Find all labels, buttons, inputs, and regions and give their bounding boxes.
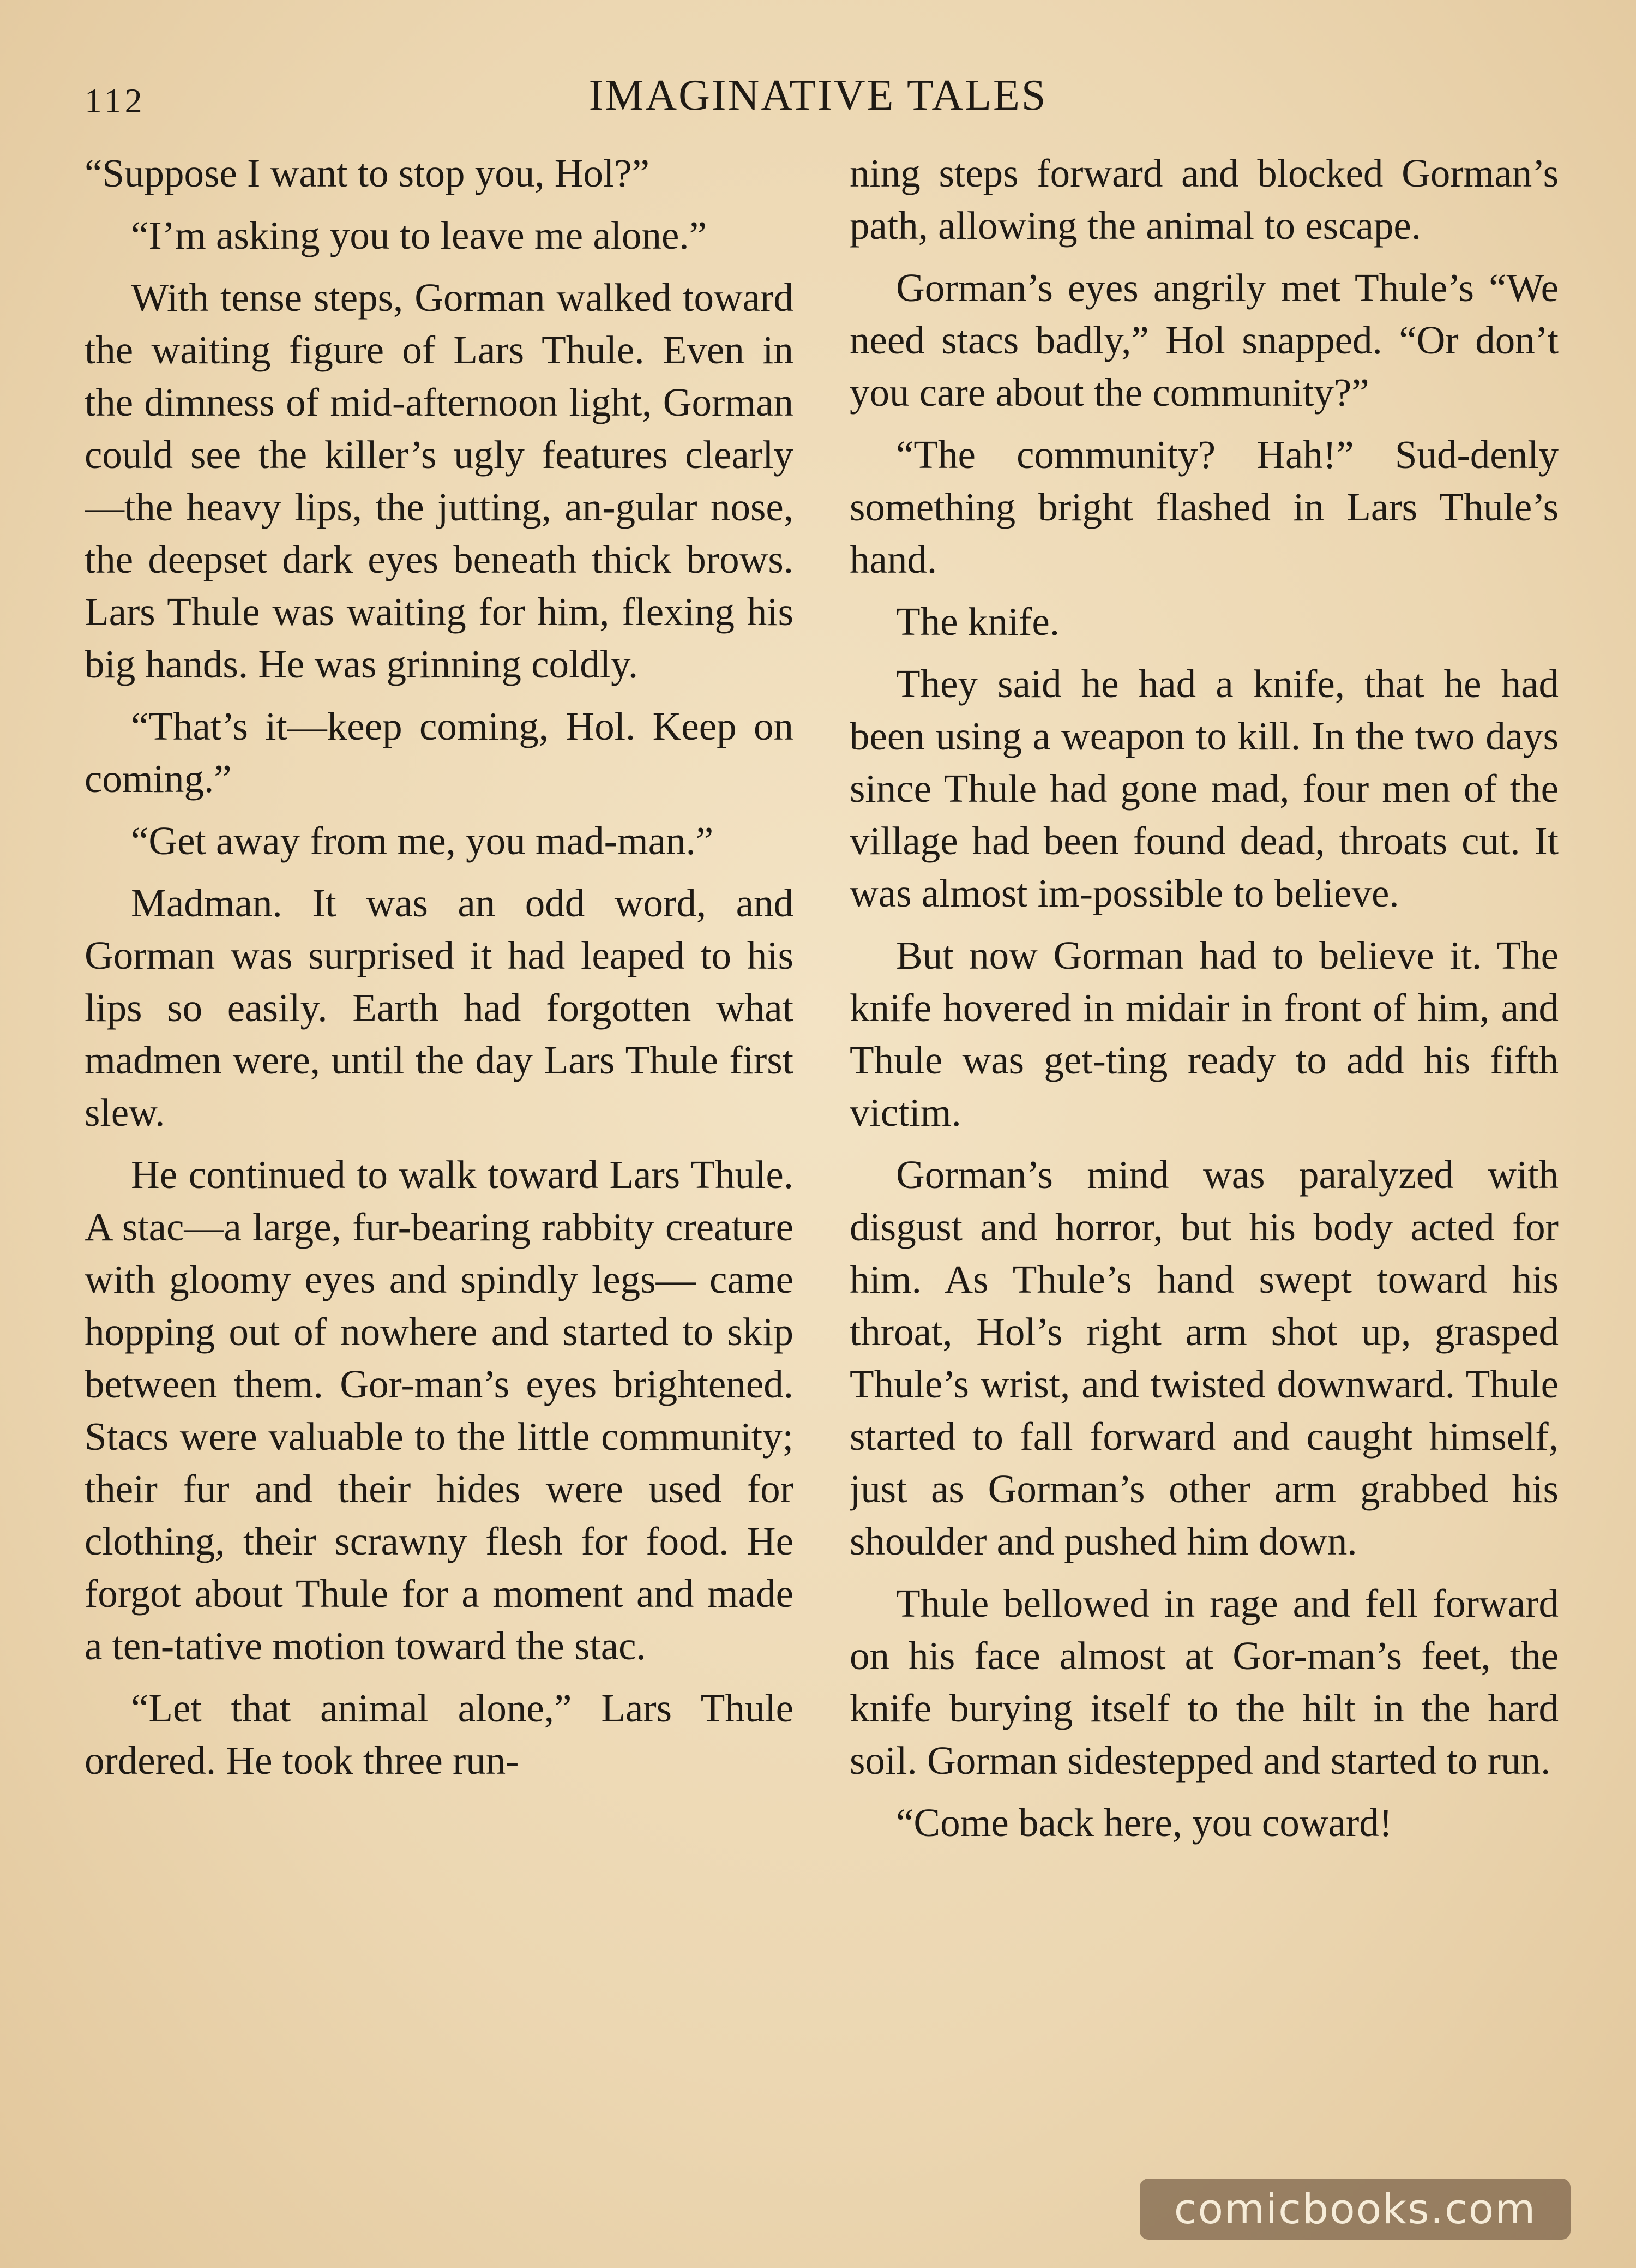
paragraph: Madman. It was an odd word, and Gorman was surprised it had leaped to his lips so easily. Earth had forgotten what madmen were, until the day Lars Thule first slew.	[85, 881, 793, 1135]
paragraph: But now Gorman had to believe it. The knife hovered in midair in front of him, and Thule was get-ting ready to add his fifth victim.	[850, 933, 1559, 1135]
paragraph: They said he had a knife, that he had been using a weapon to kill. In the two days since Thule had gone mad, four men of the village had been found dead, throats cut. It was almost im-possible to believe.	[850, 662, 1559, 915]
comicbooks-watermark: comicbooks.com	[1140, 2179, 1571, 2240]
paragraph: “Get away from me, you mad-man.”	[131, 819, 714, 863]
paragraph: “I’m asking you to leave me alone.”	[131, 213, 707, 257]
right-text-column	[850, 147, 1559, 2165]
paragraph: The knife.	[896, 599, 1060, 644]
paragraph: With tense steps, Gorman walked toward the waiting figure of Lars Thule. Even in the dimness of mid-afternoon light, Gorman could see the killer’s ugly features clearly —the heavy lips, the jutting, an-gular nose, the deepset dark eyes beneath thick brows. Lars Thule was waiting for him, flexing his big hands. He was grinning coldly.	[85, 275, 793, 686]
left-text-column	[85, 147, 793, 2165]
paragraph: He continued to walk toward Lars Thule. A stac—a large, fur-bearing rabbity creature with gloomy eyes and spindly legs— came hopping out of nowhere and started to skip between them. Gor-man’s eyes brightened. Stacs were valuable to the little community; their fur and their hides were used for clothing, their scrawny flesh for food. He forgot about Thule for a moment and made a ten-tative motion toward the stac.	[85, 1153, 793, 1668]
paragraph: “That’s it—keep coming, Hol. Keep on coming.”	[85, 704, 793, 801]
paragraph: Gorman’s eyes angrily met Thule’s “We need stacs badly,” Hol snapped. “Or don’t you care about the community?”	[850, 266, 1559, 415]
page-header	[85, 71, 1551, 131]
paragraph: “Come back here, you coward!	[896, 1801, 1393, 1845]
running-title: IMAGINATIVE TALES	[588, 71, 1048, 119]
paragraph: “Suppose I want to stop you, Hol?”	[85, 151, 650, 195]
paragraph: ning steps forward and blocked Gorman’s path, allowing the animal to escape.	[850, 151, 1559, 248]
paragraph: “Let that animal alone,” Lars Thule ordered. He took three run-	[85, 1686, 793, 1783]
paragraph: “The community? Hah!” Sud-denly something bright flashed in Lars Thule’s hand.	[850, 433, 1559, 581]
paragraph: Thule bellowed in rage and fell forward on his face almost at Gor-man’s feet, the knife burying itself to the hilt in the hard soil. Gorman sidestepped and started to run.	[850, 1581, 1559, 1783]
page-number: 112	[85, 81, 146, 120]
paragraph: Gorman’s mind was paralyzed with disgust and horror, but his body acted for him. As Thule’s hand swept toward his throat, Hol’s right arm shot up, grasped Thule’s wrist, and twisted downward. Thule started to fall forward and caught himself, just as Gorman’s other arm grabbed his shoulder and pushed him down.	[850, 1153, 1559, 1563]
